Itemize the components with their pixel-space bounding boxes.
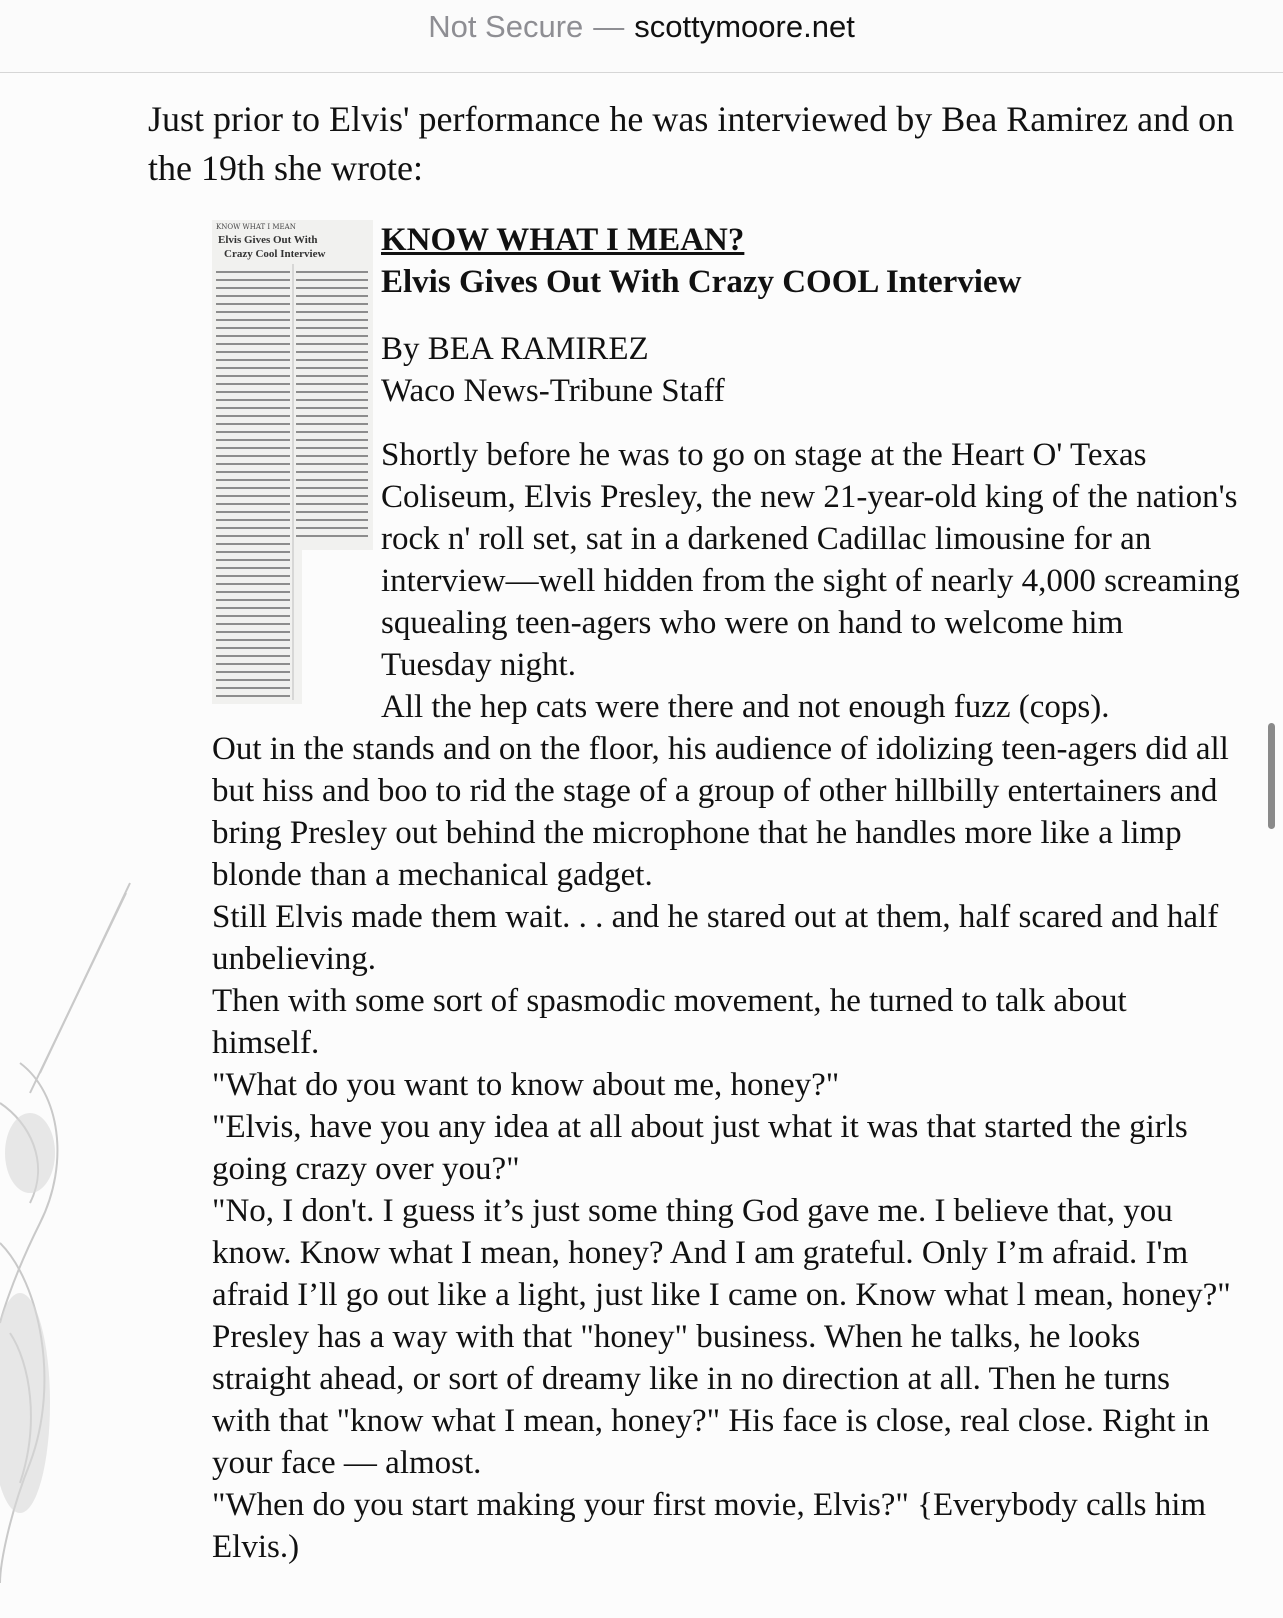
guitar-player-sketch-icon <box>0 863 150 1618</box>
vertical-scrollbar[interactable] <box>1268 723 1275 829</box>
article-paragraph: Still Elvis made them wait. . . and he stared out at them, half scared and half unbelieving. <box>212 899 1219 977</box>
article-paragraph: All the hep cats were there and not enough fuzz (cops). <box>381 689 1110 725</box>
page-content <box>0 73 1283 1618</box>
article-heading <box>381 219 1261 303</box>
clipping-headline-2: Crazy Cool Interview <box>224 248 326 260</box>
article-lead <box>381 434 1241 728</box>
article-kicker: KNOW WHAT I MEAN? <box>381 222 745 258</box>
article-body <box>212 728 1232 1568</box>
clipping-headline-1: Elvis Gives Out With <box>218 234 318 246</box>
article-paragraph: Out in the stands and on the floor, his audience of idolizing teen-agers did all but hiss and boo to rid the stage of a group of other hillbilly entertainers and bring Presley out behind the microphone that he handles more like a limp blonde than a mechanical gadget. <box>212 731 1229 893</box>
article-paragraph: Presley has a way with that "honey" business. When he talks, he looks straight ahead, or sort of dreamy like in no direction at all. Then he turns with that "know what I mean, honey?" His face is close, real close. Right in your face — almost. <box>212 1319 1210 1481</box>
article-paragraph: Then with some sort of spasmodic movement, he turned to talk about himself. <box>212 983 1127 1061</box>
intro-paragraph: Just prior to Elvis' performance he was interviewed by Bea Ramirez and on the 19th she wrote: <box>148 99 1235 188</box>
byline-affiliation: Waco News-Tribune Staff <box>381 373 725 409</box>
byline-author: By BEA RAMIREZ <box>381 331 649 367</box>
article-headline: Elvis Gives Out With Crazy COOL Interview <box>381 264 1022 300</box>
domain-label[interactable]: scottymoore.net <box>634 9 855 44</box>
article-byline <box>381 328 1261 412</box>
clipping-kicker: KNOW WHAT I MEAN <box>216 223 296 231</box>
article-paragraph: Shortly before he was to go on stage at the Heart O' Texas Coliseum, Elvis Presley, the new 21-year-old king of the nation's rock n' roll set, sat in a darkened Cadillac limousine for an interview—well hidden from the sight of nearly 4,000 screaming squealing teen-agers who were on hand to welcome him Tuesday night. <box>381 437 1240 683</box>
security-label: Not Secure <box>428 9 584 44</box>
address-bar[interactable] <box>0 0 1283 73</box>
article-paragraph: "No, I don't. I guess it’s just some thing God gave me. I believe that, you know. Know what I mean, honey? And I am grateful. Only I’m afraid. I'm afraid I’ll go out like a light, just like I came on. Know what l mean, honey?" <box>212 1193 1231 1313</box>
article-paragraph: "What do you want to know about me, honey?" <box>212 1067 840 1103</box>
newspaper-clipping-image[interactable] <box>212 220 373 704</box>
article-paragraph: "Elvis, have you any idea at all about just what it was that started the girls going crazy over you?" <box>212 1109 1188 1187</box>
address-separator: — <box>593 9 625 44</box>
article-paragraph: "When do you start making your first movie, Elvis?" {Everybody calls him Elvis.) <box>212 1487 1207 1565</box>
